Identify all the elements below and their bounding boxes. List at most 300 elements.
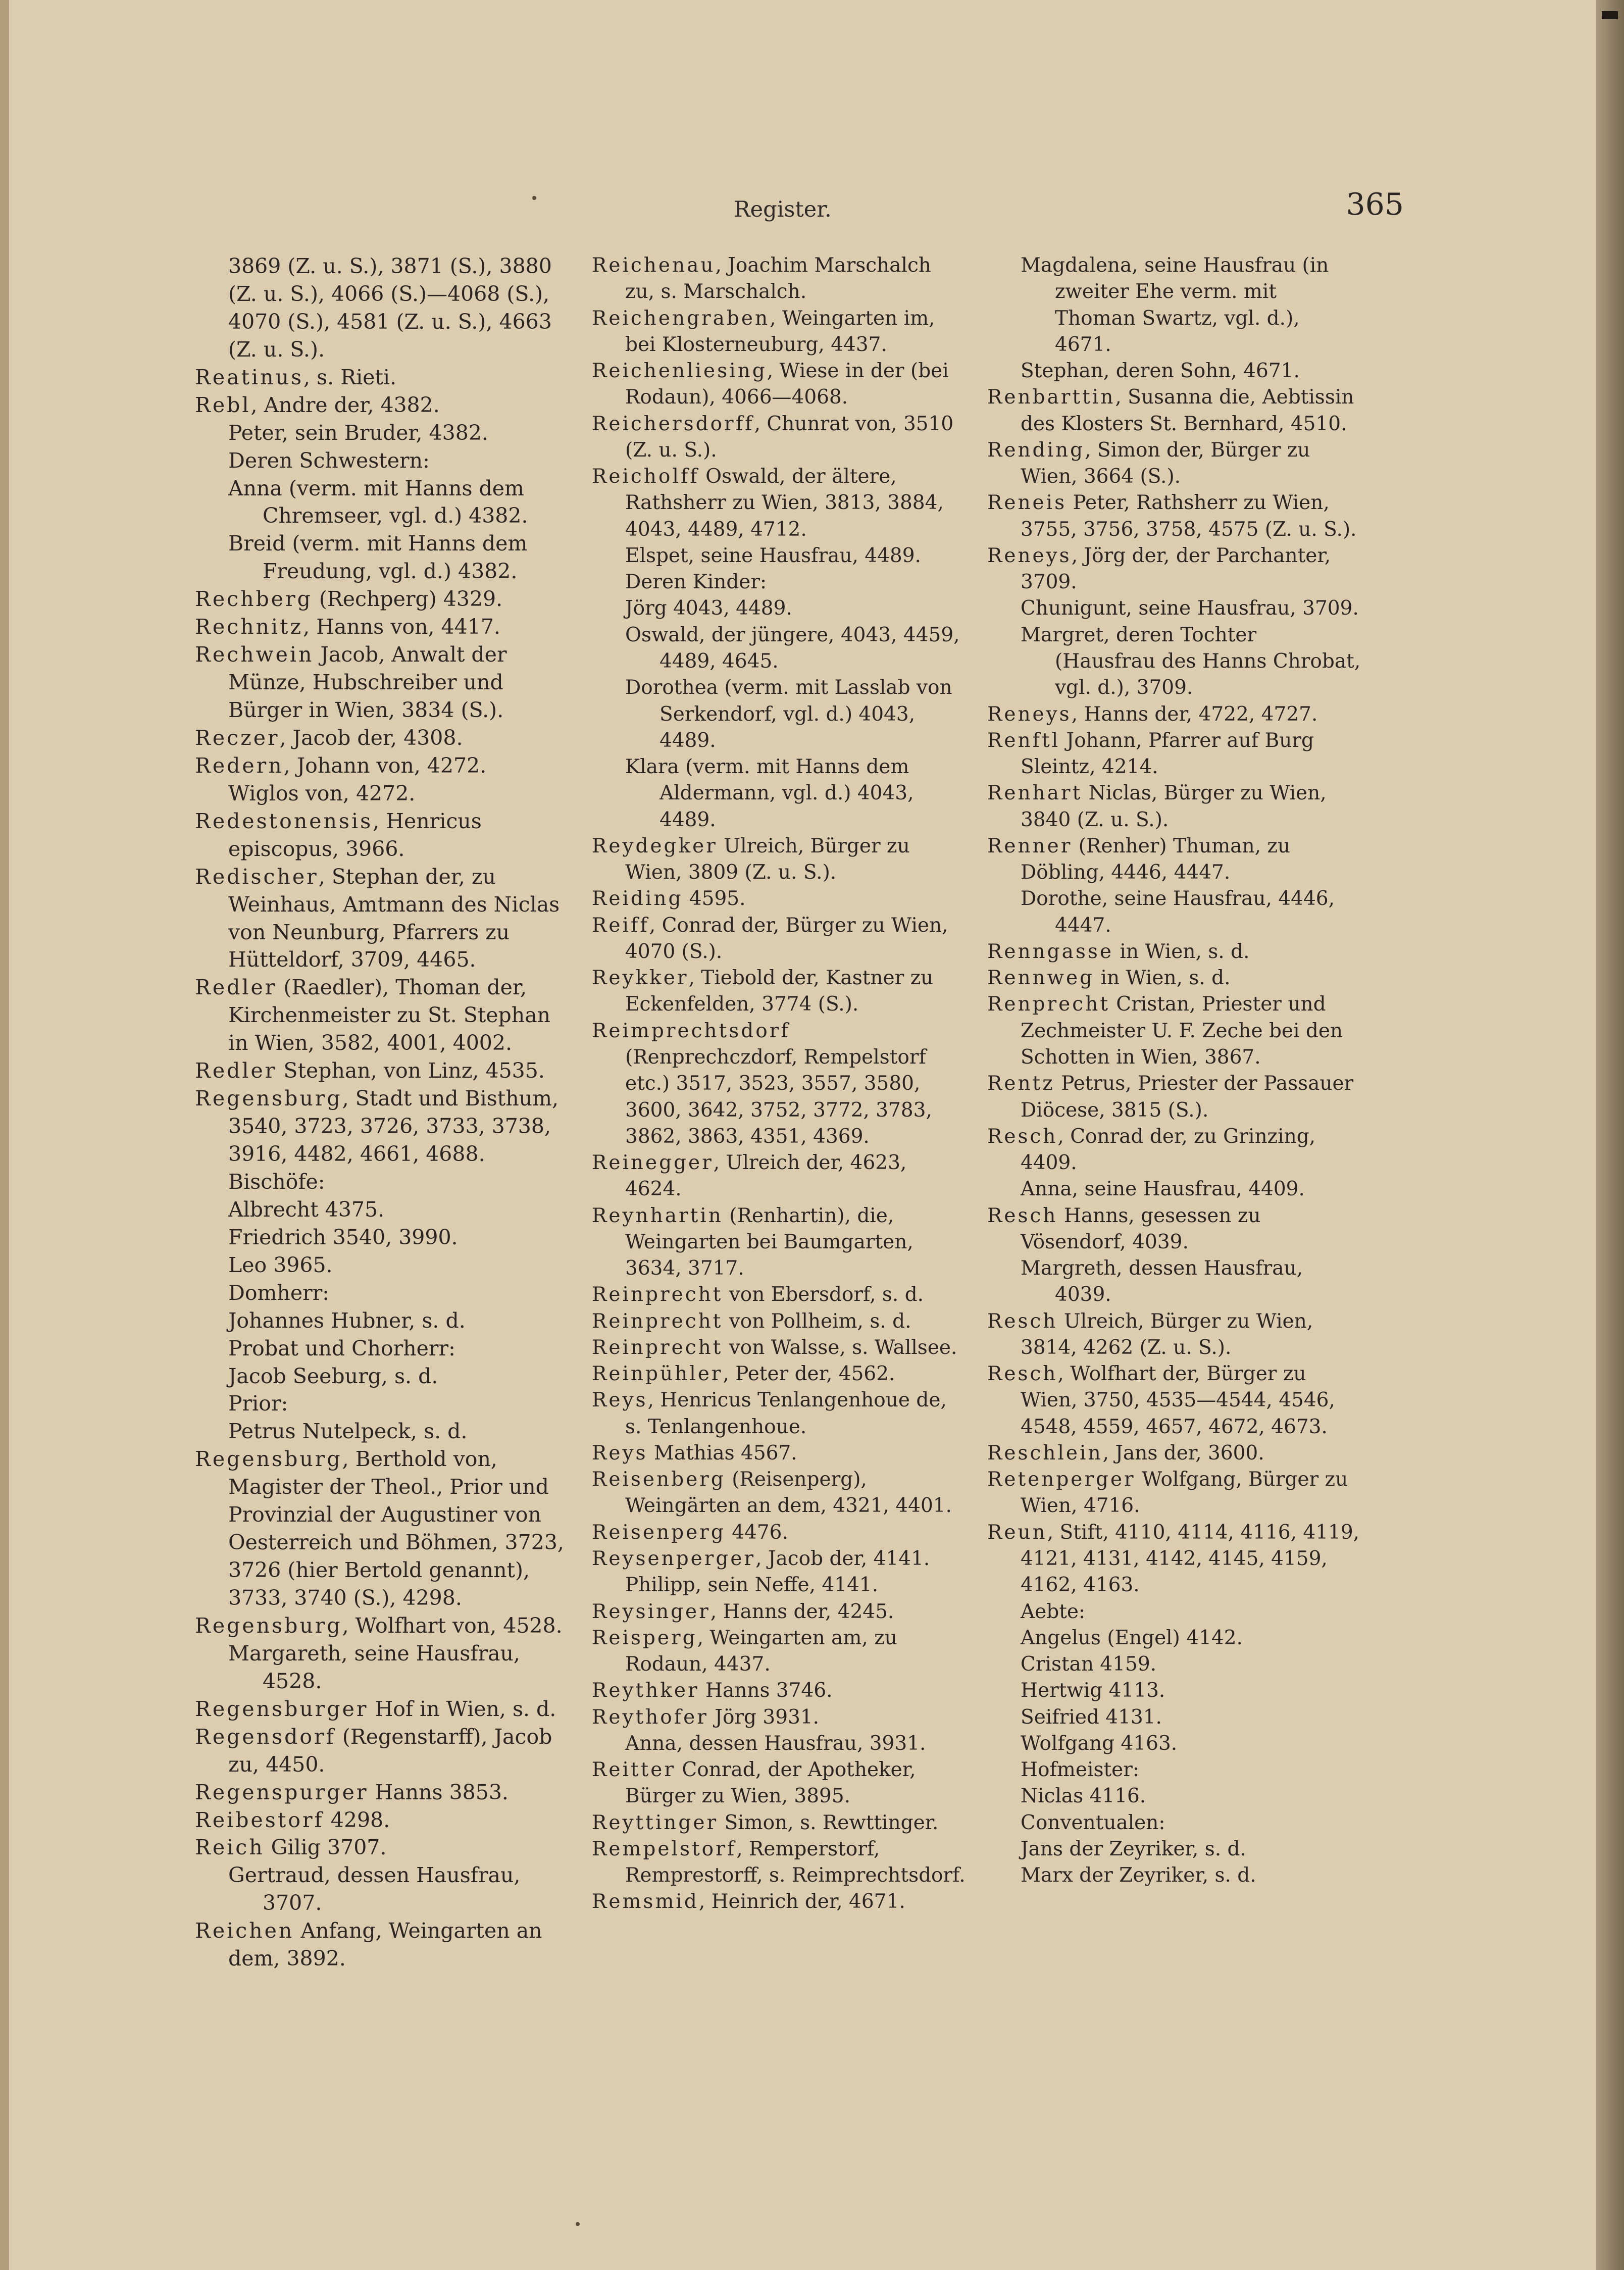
entry-text: , Conrad der, zu Grinzing, 4409. xyxy=(1021,1125,1316,1175)
index-subentry xyxy=(195,1279,569,1307)
entry-text: (Renher) Thuman, zu Döbling, 4446, 4447. xyxy=(1021,834,1291,884)
entry-text: , Jacob der, 4308. xyxy=(279,725,463,750)
entry-text: (Reisenperg), Weingärten an dem, 4321, 4401. xyxy=(625,1468,952,1518)
index-entry-continuation xyxy=(195,253,569,364)
entry-headword: Reichengraben xyxy=(592,307,770,330)
entry-text: Anfang, Weingarten an dem, 3892. xyxy=(228,1919,542,1971)
entry-headword: Reydegker xyxy=(592,834,718,857)
entry-headword: Reinpühler xyxy=(592,1363,723,1386)
entry-text: Oswald, der ältere, Rathsherr zu Wien, 3813, 3884, 4043, 4489, 4712. xyxy=(625,465,944,541)
index-entry xyxy=(592,358,966,411)
index-entry xyxy=(195,724,569,752)
index-subentry xyxy=(195,1418,569,1445)
index-entry xyxy=(592,1757,966,1810)
index-entry xyxy=(592,1520,966,1546)
index-subentry xyxy=(987,1862,1361,1889)
index-subentry xyxy=(987,1599,1361,1625)
index-entry xyxy=(592,1678,966,1704)
index-entry xyxy=(195,808,569,863)
entry-text: , Berthold von, Magister der Theol., Prior und Provinzial der Augustiner von Oesterreich und Böhmen, 3723, 3726 (hier Bertold genannt), 3733, 3740 (S.), 4298. xyxy=(228,1447,564,1610)
entry-text: Dorothea (verm. mit Lasslab von Serkendorf, vgl. d.) 4043, 4489. xyxy=(625,676,952,752)
index-entry xyxy=(987,833,1361,886)
index-entry xyxy=(987,437,1361,490)
index-subentry xyxy=(195,1390,569,1418)
index-entry xyxy=(592,1704,966,1731)
entry-text: Deren Kinder: xyxy=(625,571,767,594)
index-subentry xyxy=(195,1168,569,1196)
index-entry xyxy=(195,1834,569,1861)
index-subentry xyxy=(195,1363,569,1390)
entry-text: Wiglos von, 4272. xyxy=(228,781,416,805)
entry-headword: Reysinger xyxy=(592,1600,710,1623)
index-column-2 xyxy=(592,253,966,1915)
entry-text: Mathias 4567. xyxy=(647,1441,797,1465)
entry-text: Angelus (Engel) 4142. xyxy=(1021,1626,1243,1649)
entry-text: Klara (verm. mit Hanns dem Aldermann, vgl. d.) 4043, 4489. xyxy=(625,755,914,831)
entry-headword: Rechwein xyxy=(195,642,314,667)
entry-headword: Reythofer xyxy=(592,1705,708,1729)
entry-text: , Heinrich der, 4671. xyxy=(698,1890,905,1913)
entry-headword: Retenperger xyxy=(987,1468,1136,1491)
entry-text: , Chunrat von, 3510 (Z. u. S.). xyxy=(625,412,954,462)
entry-headword: Resch xyxy=(987,1363,1058,1386)
index-entry xyxy=(987,991,1361,1071)
entry-headword: Rechnitz xyxy=(195,615,303,639)
entry-text: Probat und Chorherr: xyxy=(228,1336,455,1360)
entry-text: , s. Rieti. xyxy=(303,365,397,389)
index-entry xyxy=(592,1282,966,1308)
index-subentry xyxy=(195,1224,569,1251)
entry-headword: Reimprechtsdorf xyxy=(592,1019,790,1042)
entry-headword: Reitter xyxy=(592,1758,676,1782)
entry-text: Breid (verm. mit Hanns dem Freudung, vgl. d.) 4382. xyxy=(228,531,528,584)
index-subentry xyxy=(987,1810,1361,1836)
entry-text: Jacob, Anwalt der Münze, Hubschreiber und Bürger in Wien, 3834 (S.). xyxy=(228,642,507,722)
entry-headword: Reneis xyxy=(987,491,1067,515)
entry-headword: Resch xyxy=(987,1204,1058,1227)
entry-headword: Reneys xyxy=(987,544,1072,567)
index-subentry xyxy=(592,569,966,595)
index-entry xyxy=(592,1810,966,1836)
index-entry xyxy=(592,1335,966,1361)
entry-text: , Andre der, 4382. xyxy=(250,392,440,417)
entry-text: Hanns 3853. xyxy=(368,1780,509,1804)
entry-text: Ulreich, Bürger zu Wien, 3814, 4262 (Z. u. S.). xyxy=(1021,1309,1313,1359)
entry-text: Stephan, von Linz, 4535. xyxy=(277,1058,545,1083)
entry-text: , Joachim Marschalch zu, s. Marschalch. xyxy=(625,254,931,304)
index-entry xyxy=(987,1124,1361,1177)
entry-headword: Reinegger xyxy=(592,1151,714,1175)
index-entry xyxy=(987,1308,1361,1361)
entry-text: Cristan, Priester und Zechmeister U. F. Zeche bei den Schotten in Wien, 3867. xyxy=(1021,993,1343,1069)
entry-headword: Reichenau xyxy=(592,254,716,277)
entry-text: Dorothe, seine Hausfrau, 4446, 4447. xyxy=(1021,887,1335,937)
entry-text: Peter, sein Bruder, 4382. xyxy=(228,420,488,445)
entry-headword: Reykker xyxy=(592,967,689,990)
index-entry xyxy=(195,863,569,974)
entry-text: Petrus Nutelpeck, s. d. xyxy=(228,1419,468,1444)
index-entry xyxy=(592,306,966,359)
index-entry xyxy=(195,1806,569,1834)
entry-headword: Reichenliesing xyxy=(592,360,767,383)
entry-headword: Regensdorf xyxy=(195,1724,336,1749)
entry-headword: Reicholff xyxy=(592,465,699,488)
entry-headword: Reinprecht xyxy=(592,1336,723,1359)
entry-text: Anna (verm. mit Hanns dem Chremseer, vgl. d.) 4382. xyxy=(228,476,528,528)
ink-dot xyxy=(576,2222,580,2226)
entry-text: Petrus, Priester der Passauer Diöcese, 3815 (S.). xyxy=(1021,1072,1354,1122)
entry-text: , Susanna die, Aebtissin des Klosters St. Bernhard, 4510. xyxy=(1021,386,1354,435)
entry-text: Hanns, gesessen zu Vösendorf, 4039. xyxy=(1021,1204,1261,1253)
index-subentry xyxy=(195,1251,569,1279)
index-entry xyxy=(592,411,966,464)
entry-headword: Renngasse xyxy=(987,940,1114,963)
index-entry xyxy=(195,391,569,419)
index-subentry xyxy=(987,253,1361,358)
entry-text: Conrad, der Apotheker, Bürger zu Wien, 3895. xyxy=(625,1758,916,1808)
entry-text: , Hanns der, 4245. xyxy=(710,1600,894,1623)
entry-headword: Reisenperg xyxy=(592,1521,726,1544)
index-subentry xyxy=(987,1651,1361,1678)
index-entry xyxy=(592,886,966,912)
entry-text: Ulreich, Bürger zu Wien, 3809 (Z. u. S.). xyxy=(625,834,910,884)
entry-text: , Wiese in der (bei Rodaun), 4066—4068. xyxy=(625,360,949,409)
index-entry xyxy=(987,1440,1361,1467)
entry-headword: Renftl xyxy=(987,729,1060,752)
entry-headword: Renbarttin xyxy=(987,386,1115,409)
entry-text: (Rechperg) 4329. xyxy=(312,587,503,612)
index-subentry xyxy=(195,530,569,585)
entry-text: , Henricus Tenlangenhoue de, s. Tenlangenhoue. xyxy=(625,1389,947,1438)
index-subentry xyxy=(987,1704,1361,1731)
entry-text: Niclas, Bürger zu Wien, 3840 (Z. u. S.). xyxy=(1021,782,1327,831)
index-entry xyxy=(987,728,1361,781)
entry-text: in Wien, s. d. xyxy=(1094,967,1231,990)
entry-headword: Reun xyxy=(987,1521,1047,1544)
entry-text: Oswald, der jüngere, 4043, 4459, 4489, 4645. xyxy=(625,623,960,673)
entry-text: , Hanns der, 4722, 4727. xyxy=(1071,702,1318,726)
entry-text: Peter, Rathsherr zu Wien, 3755, 3756, 3758, 4575 (Z. u. S.). xyxy=(1021,491,1357,541)
entry-text: , Simon der, Bürger zu Wien, 3664 (S.). xyxy=(1021,438,1310,488)
ink-dot xyxy=(532,196,536,200)
entry-text: von Pollheim, s. d. xyxy=(723,1309,911,1333)
index-entry xyxy=(987,490,1361,543)
index-column-1 xyxy=(195,253,569,1973)
entry-headword: Regensburger xyxy=(195,1696,369,1721)
entry-headword: Reynhartin xyxy=(592,1204,723,1227)
entry-text: Hofmeister: xyxy=(1021,1758,1140,1782)
entry-text: , Wolfhart der, Bürger zu Wien, 3750, 4535—4544, 4546, 4548, 4559, 4657, 4672, 4673. xyxy=(1021,1363,1335,1438)
entry-text: Johann, Pfarrer auf Burg Sleintz, 4214. xyxy=(1021,729,1314,779)
entry-headword: Rebl xyxy=(195,392,251,417)
entry-text: Magdalena, seine Hausfrau (in zweiter Ehe verm. mit Thoman Swartz, vgl. d.), 4671. xyxy=(1021,254,1329,356)
index-subentry xyxy=(987,1836,1361,1862)
entry-headword: Redischer xyxy=(195,864,319,889)
index-subentry xyxy=(195,1335,569,1363)
entry-headword: Reczer xyxy=(195,725,280,750)
index-entry xyxy=(195,641,569,724)
index-subentry xyxy=(592,1572,966,1598)
index-entry xyxy=(592,1467,966,1520)
index-subentry xyxy=(195,1307,569,1335)
entry-text: von Walsse, s. Wallsee. xyxy=(723,1336,957,1359)
entry-text: Jacob Seeburg, s. d. xyxy=(228,1364,438,1388)
entry-headword: Reiff xyxy=(592,914,649,937)
entry-text: Prior: xyxy=(228,1391,288,1416)
entry-headword: Redler xyxy=(195,1058,277,1083)
entry-text: Cristan 4159. xyxy=(1021,1653,1157,1676)
entry-headword: Redestonensis xyxy=(195,809,373,833)
entry-text: Hof in Wien, s. d. xyxy=(368,1696,556,1721)
entry-text: Marx der Zeyriker, s. d. xyxy=(1021,1864,1256,1887)
entry-text: (Raedler), Thoman der, Kirchenmeister zu St. Stephan in Wien, 3582, 4001, 4002. xyxy=(228,975,551,1055)
entry-headword: Regensburg xyxy=(195,1447,342,1472)
entry-text: Aebte: xyxy=(1021,1600,1086,1623)
entry-text: , Remperstorf, Remprestorff, s. Reimprechtsdorf. xyxy=(625,1837,966,1887)
index-subentry xyxy=(195,1196,569,1224)
entry-text: , Jans der, 3600. xyxy=(1102,1441,1264,1465)
entry-text: Domherr: xyxy=(228,1280,330,1305)
entry-text: , Weingarten am, zu Rodaun, 4437. xyxy=(625,1626,897,1676)
index-entry xyxy=(592,833,966,886)
index-entry xyxy=(592,1387,966,1440)
entry-headword: Regensburg xyxy=(195,1613,342,1638)
index-entry xyxy=(195,1057,569,1085)
entry-headword: Reiding xyxy=(592,887,683,911)
index-entry xyxy=(592,1546,966,1572)
index-entry xyxy=(987,1203,1361,1256)
entry-text: Deren Schwestern: xyxy=(228,448,430,473)
index-entry xyxy=(592,1836,966,1889)
entry-headword: Renprecht xyxy=(987,993,1110,1016)
entry-text: Leo 3965. xyxy=(228,1252,333,1277)
entry-text: , Peter der, 4562. xyxy=(723,1363,895,1386)
entry-text: 4595. xyxy=(683,887,746,911)
entry-text: Seifried 4131. xyxy=(1021,1705,1162,1729)
entry-headword: Reinprecht xyxy=(592,1283,723,1306)
running-header: Register. xyxy=(734,197,832,222)
entry-text: , Tiebold der, Kastner zu Eckenfelden, 3774 (S.). xyxy=(625,967,934,1016)
index-entry xyxy=(195,1085,569,1168)
index-subentry xyxy=(987,595,1361,622)
index-entry xyxy=(987,780,1361,833)
page-edge xyxy=(1596,0,1624,2270)
entry-headword: Reibestorf xyxy=(195,1807,324,1832)
entry-headword: Reyttinger xyxy=(592,1811,719,1834)
entry-headword: Reisenberg xyxy=(592,1468,726,1491)
entry-headword: Rennweg xyxy=(987,967,1095,990)
entry-headword: Reschlein xyxy=(987,1441,1103,1465)
index-entry xyxy=(592,1203,966,1282)
entry-text: Conventualen: xyxy=(1021,1811,1165,1834)
entry-text: , Jörg der, der Parchanter, 3709. xyxy=(1021,544,1331,594)
index-entry xyxy=(592,253,966,306)
entry-text: , Stadt und Bisthum, 3540, 3723, 3726, 3733, 3738, 3916, 4482, 4661, 4688. xyxy=(228,1086,559,1166)
index-entry xyxy=(592,965,966,1018)
index-subentry xyxy=(592,754,966,833)
entry-text: Elspet, seine Hausfrau, 4489. xyxy=(625,544,921,567)
entry-text: Hertwig 4113. xyxy=(1021,1679,1165,1702)
entry-text: in Wien, s. d. xyxy=(1113,940,1250,963)
index-subentry xyxy=(592,675,966,754)
index-subentry xyxy=(195,1861,569,1917)
index-subentry xyxy=(987,1176,1361,1202)
entry-text: Simon, s. Rewttinger. xyxy=(718,1811,939,1834)
index-entry xyxy=(987,384,1361,437)
entry-headword: Reisperg xyxy=(592,1626,697,1649)
index-entry xyxy=(987,701,1361,728)
entry-text: , Hanns von, 4417. xyxy=(303,615,500,639)
entry-headword: Reichen xyxy=(195,1919,294,1943)
index-entry xyxy=(592,464,966,543)
index-subentry xyxy=(987,1678,1361,1704)
index-entry xyxy=(592,1440,966,1467)
entry-text: Niclas 4116. xyxy=(1021,1785,1146,1808)
entry-headword: Reys xyxy=(592,1441,648,1465)
index-subentry xyxy=(987,886,1361,939)
entry-headword: Rentz xyxy=(987,1072,1055,1095)
index-subentry xyxy=(987,1757,1361,1783)
entry-text: Margret, deren Tochter (Hausfrau des Hanns Chrobat, vgl. d.), 3709. xyxy=(1021,623,1361,699)
index-entry xyxy=(195,752,569,780)
entry-text: , Stift, 4110, 4114, 4116, 4119, 4121, 4131, 4142, 4145, 4159, 4162, 4163. xyxy=(1021,1521,1360,1597)
entry-headword: Reneys xyxy=(987,702,1072,726)
page-number: 365 xyxy=(1346,187,1404,222)
entry-headword: Reichersdorff xyxy=(592,412,754,435)
index-entry xyxy=(195,1779,569,1806)
index-subentry xyxy=(195,475,569,530)
index-entry xyxy=(592,1018,966,1150)
index-entry xyxy=(195,613,569,641)
entry-text: , Weingarten im, bei Klosterneuburg, 4437. xyxy=(625,307,935,356)
entry-text: , Ulreich der, 4623, 4624. xyxy=(625,1151,907,1201)
entry-headword: Resch xyxy=(987,1125,1058,1148)
entry-text: Albrecht 4375. xyxy=(228,1197,385,1222)
index-entry xyxy=(592,1150,966,1203)
entry-text: (Renprechczdorf, Rempelstorf etc.) 3517, 3523, 3557, 3580, 3600, 3642, 3752, 3772, 3783, 3862, 3863, 4351, 4369. xyxy=(625,1045,932,1148)
entry-text: Jörg 4043, 4489. xyxy=(625,597,792,620)
index-subentry xyxy=(195,780,569,808)
entry-text: Margareth, seine Hausfrau, 4528. xyxy=(228,1641,520,1693)
entry-headword: Redern xyxy=(195,753,284,778)
index-entry xyxy=(592,913,966,966)
index-entry xyxy=(592,1889,966,1915)
entry-text: , Henricus episcopus, 3966. xyxy=(228,809,482,861)
index-subentry xyxy=(195,447,569,475)
entry-text: Jans der Zeyriker, s. d. xyxy=(1021,1837,1246,1860)
entry-text: , Jacob der, 4141. xyxy=(755,1547,930,1571)
edge-mark xyxy=(1602,11,1618,19)
index-subentry xyxy=(987,622,1361,701)
entry-text: 4476. xyxy=(725,1521,788,1544)
entry-headword: Reythker xyxy=(592,1679,699,1702)
entry-text: Hanns 3746. xyxy=(699,1679,833,1702)
index-subentry xyxy=(195,1640,569,1695)
index-entry xyxy=(592,1361,966,1387)
binding-gutter xyxy=(0,0,9,2270)
entry-headword: Rechberg xyxy=(195,587,313,612)
entry-headword: Reich xyxy=(195,1835,265,1860)
index-entry xyxy=(592,1625,966,1678)
index-subentry xyxy=(592,622,966,675)
index-entry xyxy=(195,364,569,391)
index-entry xyxy=(195,974,569,1057)
index-entry xyxy=(987,543,1361,596)
entry-headword: Reatinus xyxy=(195,365,304,389)
entry-headword: Rending xyxy=(987,438,1085,462)
index-entry xyxy=(592,1308,966,1335)
index-entry xyxy=(195,1917,569,1973)
index-entry xyxy=(195,1445,569,1612)
entry-text: Jörg 3931. xyxy=(708,1705,820,1729)
entry-text: Margreth, dessen Hausfrau, 4039. xyxy=(1021,1257,1303,1306)
index-entry xyxy=(195,1695,569,1723)
index-entry xyxy=(987,1361,1361,1440)
entry-headword: Redler xyxy=(195,975,277,1000)
index-entry xyxy=(195,585,569,613)
index-subentry xyxy=(987,1625,1361,1651)
entry-text: Bischöfe: xyxy=(228,1169,325,1194)
entry-text: Johannes Hubner, s. d. xyxy=(228,1308,466,1333)
index-entry xyxy=(987,1467,1361,1520)
entry-headword: Rempelstorf xyxy=(592,1837,737,1860)
entry-text: Anna, dessen Hausfrau, 3931. xyxy=(625,1732,926,1755)
entry-text: (Renhartin), die, Weingarten bei Baumgarten, 3634, 3717. xyxy=(625,1204,914,1280)
entry-text: Gertraud, dessen Hausfrau, 3707. xyxy=(228,1863,521,1915)
entry-headword: Regenspurger xyxy=(195,1780,369,1804)
index-entry xyxy=(987,1520,1361,1599)
entry-text: Chunigunt, seine Hausfrau, 3709. xyxy=(1021,597,1359,620)
index-entry xyxy=(592,1599,966,1625)
entry-headword: Renner xyxy=(987,834,1073,857)
entry-text: , Stephan der, zu Weinhaus, Amtmann des Niclas von Neunburg, Pfarrers zu Hütteldorf, 3709, 4465. xyxy=(228,864,560,972)
entry-headword: Remsmid xyxy=(592,1890,699,1913)
entry-headword: Regensburg xyxy=(195,1086,342,1111)
entry-text: , Conrad der, Bürger zu Wien, 4070 (S.). xyxy=(625,914,948,963)
entry-headword: Reinprecht xyxy=(592,1309,723,1333)
entry-text: Wolfgang, Bürger zu Wien, 4716. xyxy=(1021,1468,1348,1518)
index-subentry xyxy=(987,1731,1361,1757)
entry-text: 4298. xyxy=(324,1807,390,1832)
index-entry xyxy=(987,965,1361,991)
index-subentry xyxy=(592,543,966,569)
index-entry xyxy=(195,1612,569,1640)
index-subentry xyxy=(987,358,1361,384)
entry-text: Stephan, deren Sohn, 4671. xyxy=(1021,360,1300,383)
entry-text: Friedrich 3540, 3990. xyxy=(228,1225,458,1249)
index-entry xyxy=(195,1723,569,1779)
index-column-3 xyxy=(987,253,1361,1889)
entry-text: (Regenstarff), Jacob zu, 4450. xyxy=(228,1724,552,1777)
index-subentry xyxy=(987,1255,1361,1308)
index-subentry xyxy=(987,1783,1361,1809)
entry-headword: Renhart xyxy=(987,782,1083,805)
entry-text: Anna, seine Hausfrau, 4409. xyxy=(1021,1178,1305,1201)
entry-text: Wolfgang 4163. xyxy=(1021,1732,1178,1755)
entry-headword: Resch xyxy=(987,1309,1058,1333)
index-entry xyxy=(987,939,1361,965)
entry-text: von Ebersdorf, s. d. xyxy=(723,1283,924,1306)
entry-text: Philipp, sein Neffe, 4141. xyxy=(625,1574,879,1597)
entry-headword: Reysenperger xyxy=(592,1547,756,1571)
entry-text: Gilig 3707. xyxy=(264,1835,387,1860)
index-subentry xyxy=(592,595,966,622)
entry-text: , Wolfhart von, 4528. xyxy=(342,1613,563,1638)
index-entry xyxy=(987,1071,1361,1124)
entry-text: 3869 (Z. u. S.), 3871 (S.), 3880 (Z. u. S.), 4066 (S.)—4068 (S.), 4070 (S.), 4581 (Z. u. S.), 4663 (Z. u. S.). xyxy=(228,254,552,362)
entry-headword: Reys xyxy=(592,1389,648,1412)
entry-text: , Johann von, 4272. xyxy=(283,753,487,778)
